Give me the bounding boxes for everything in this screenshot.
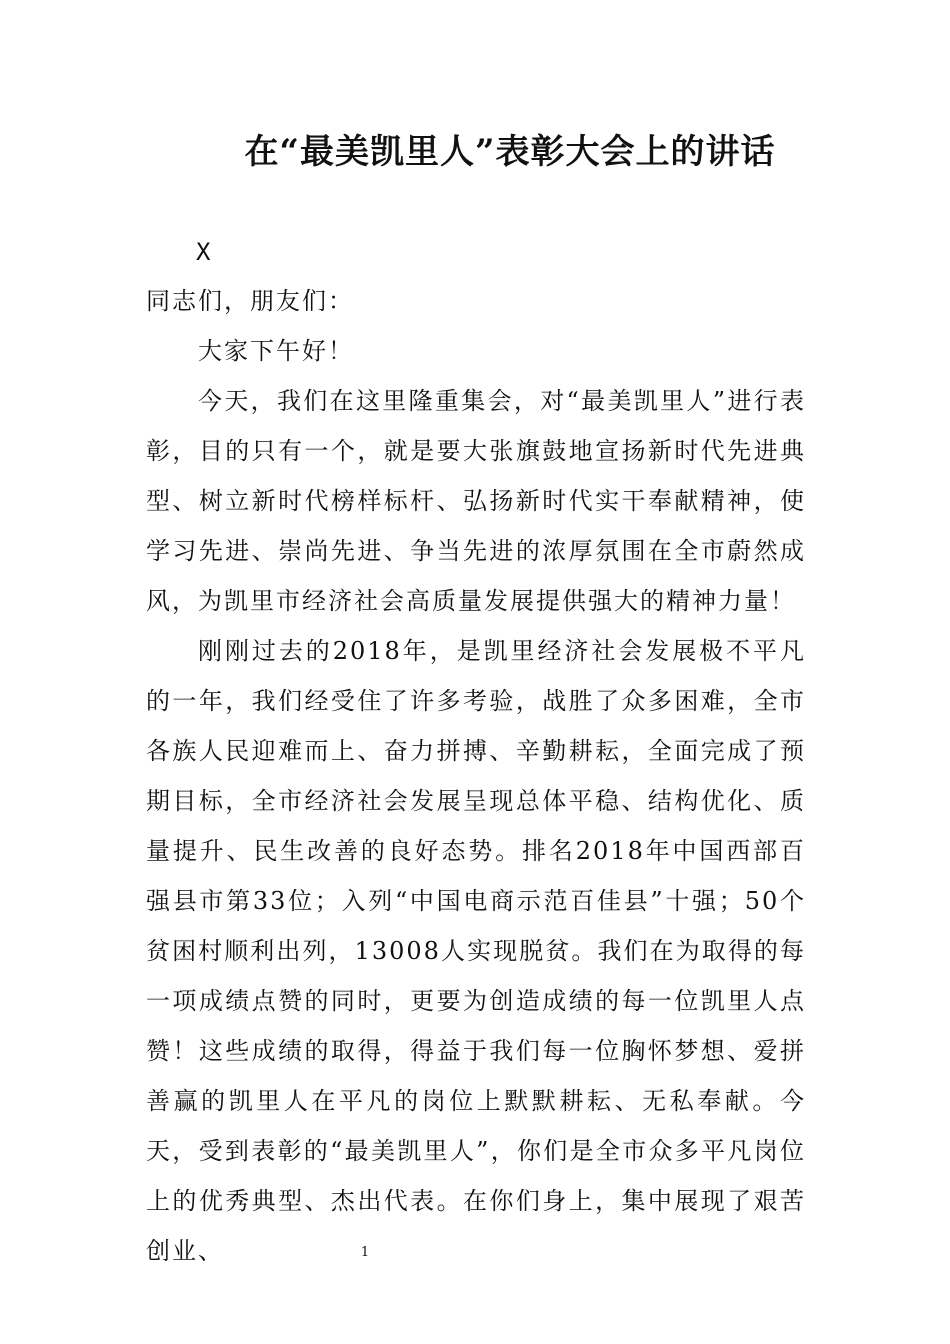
paragraph-1: 今天，我们在这里隆重集会，对“最美凯里人”进行表彰，目的只有一个，就是要大张旗鼓地宣扬新时代先进典型、树立新时代榜样标杆、弘扬新时代实干奉献精神，使学习先进、崇尚先进、争当先进的浓厚氛围在全市蔚然成风，为凯里市经济社会高质量发展提供强大的精神力量！ (146, 387, 806, 615)
page-number: 1 (360, 1245, 370, 1260)
salutation: 同志们，朋友们： (146, 287, 354, 315)
author-name: X (196, 238, 211, 266)
document-title: 在“最美凯里人”表彰大会上的讲话 (244, 132, 776, 172)
greeting: 大家下午好！ (198, 337, 354, 365)
document-body (146, 276, 806, 1276)
paragraph-2: 刚刚过去的2018年，是凯里经济社会发展极不平凡的一年，我们经受住了许多考验，战胜了众多困难，全市各族人民迎难而上、奋力拼搏、辛勤耕耘，全面完成了预期目标，全市经济社会发展呈现总体平稳、结构优化、质量提升、民生改善的良好态势。排名2018年中国西部百强县市第33位；入列“中国电商示范百佳县”十强；50个贫困村顺利出列，13008人实现脱贫。我们在为取得的每一项成绩点赞的同时，更要为创造成绩的每一位凯里人点赞！这些成绩的取得，得益于我们每一位胸怀梦想、爱拼善赢的凯里人在平凡的岗位上默默耕耘、无私奉献。今天，受到表彰的“最美凯里人”，你们是全市众多平凡岗位上的优秀典型、杰出代表。在你们身上，集中展现了艰苦创业、 (146, 637, 806, 1265)
